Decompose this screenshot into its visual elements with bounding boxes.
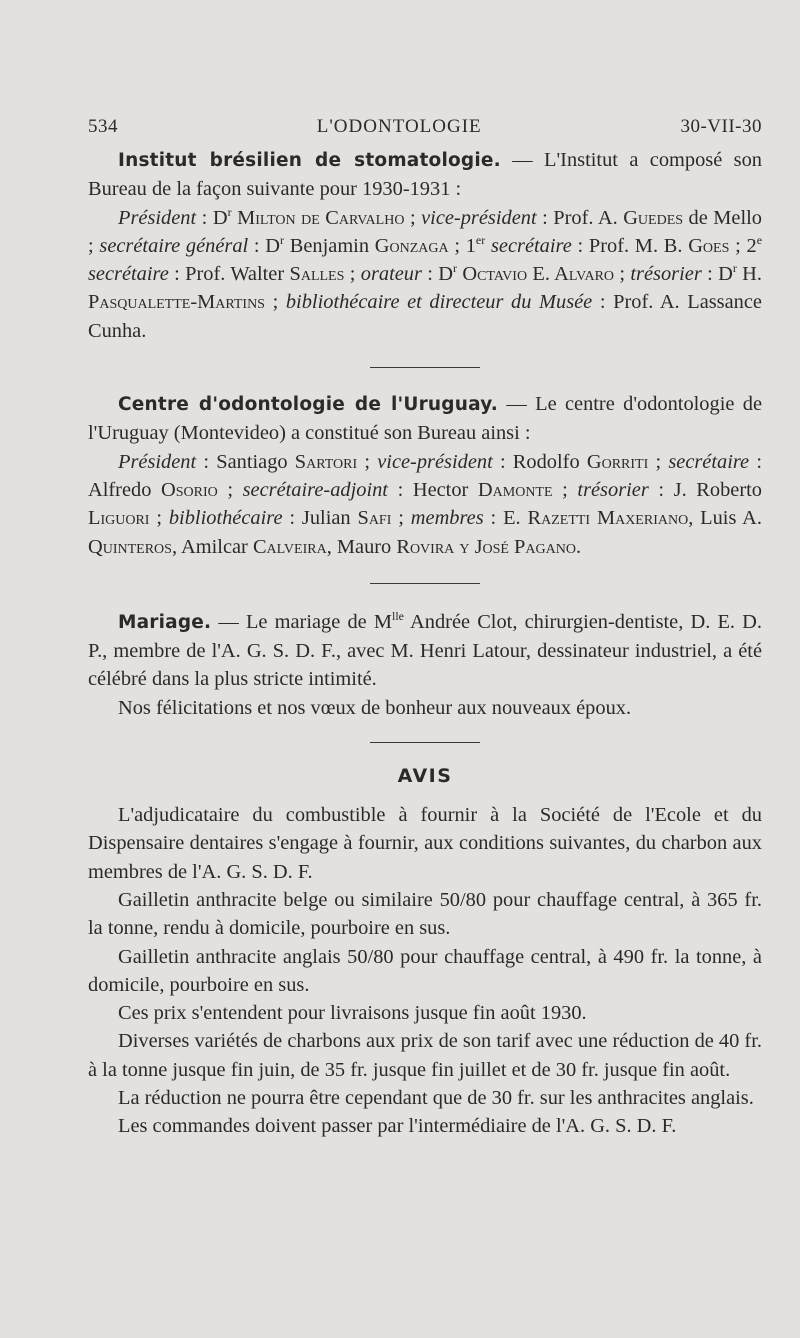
text-run: ; 2: [729, 234, 757, 257]
text-run: : Prof. M. B.: [571, 234, 689, 257]
text-run: secrétaire: [88, 263, 169, 286]
text-run: er: [475, 233, 486, 248]
text-run: trésorier: [577, 478, 649, 501]
text-run: secrétaire: [668, 450, 750, 473]
avis-paragraph-6: La réduction ne pourra être cependant que de 30 fr. sur les anthracites anglais.: [118, 1087, 754, 1110]
text-run: ;: [552, 478, 578, 501]
text-run: ;: [357, 450, 378, 473]
text-run: Damonte: [477, 478, 553, 501]
running-header: [88, 116, 762, 138]
text-run: : Hector: [387, 478, 478, 501]
text-run: r: [453, 261, 458, 276]
section-heading: Mariage.: [118, 611, 212, 633]
text-run: ;: [217, 478, 243, 501]
text-run: Goes: [688, 234, 730, 257]
mariage-paragraph: [88, 608, 762, 694]
text-run: Safi: [357, 507, 392, 530]
text-run: de Mello ;: [88, 206, 763, 257]
text-run: ;: [404, 206, 422, 229]
text-run: Calveira: [252, 535, 327, 558]
text-run: .: [575, 535, 582, 558]
text-run: — Le centre d'odontologie de l'Uruguay (Montevideo) a constitué son Bureau ainsi :: [88, 393, 763, 445]
page-body: [88, 146, 762, 1141]
avis-paragraph-5: Diverses variétés de charbons aux prix de son tarif avec une réduction de 40 fr. à la tonne jusque fin juin, de 35 fr. jusque fin juillet et de 30 fr. jusque fin août.: [88, 1030, 762, 1081]
text-run: : Prof. Walter: [168, 263, 290, 286]
text-run: ;: [344, 263, 361, 286]
text-run: Guedes: [623, 206, 684, 229]
text-run: : E.: [483, 507, 528, 530]
text-run: : D: [701, 263, 733, 286]
text-run: Osorio: [161, 478, 218, 501]
text-run: , Amilcar: [171, 535, 253, 558]
text-run: : D: [421, 263, 454, 286]
text-run: secrétaire: [490, 234, 572, 257]
felicitations-paragraph: Nos félicitations et nos vœux de bonheur aux nouveaux époux.: [118, 696, 632, 719]
text-run: secrétaire-adjoint: [242, 478, 388, 501]
text-run: e: [756, 233, 763, 248]
text-run: : Alfredo: [88, 450, 762, 501]
text-run: Liguori: [88, 507, 150, 530]
avis-paragraph-7: Les commandes doivent passer par l'intermédiaire de l'A. G. S. D. F.: [118, 1115, 677, 1138]
text-run: : Rodolfo: [492, 450, 587, 473]
text-run: vice-président: [377, 450, 493, 473]
text-run: Président: [118, 450, 197, 473]
text-run: bibliothécaire: [168, 507, 283, 530]
avis-paragraph-1: L'adjudicataire du combustible à fournir à la Société de l'Ecole et du Dispensaire dentaires s'engage à fournir, aux conditions suivantes, du charbon aux membres de l'A. G. S. D. F.: [88, 804, 762, 883]
text-run: Quinteros: [88, 535, 172, 558]
section-divider: [370, 367, 480, 368]
avis-paragraph-2: Gailletin anthracite belge ou similaire 50/80 pour chauffage central, à 365 fr. la tonne, rendu à domicile, pourboire en sus.: [88, 888, 762, 940]
text-run: — Le mariage de M: [211, 610, 392, 633]
text-run: Gonzaga: [374, 234, 449, 257]
text-run: ;: [149, 507, 169, 530]
text-run: Gorriti: [586, 450, 649, 473]
text-run: ;: [264, 291, 286, 314]
institut-bureau-paragraph: [88, 204, 762, 345]
text-run: : Julian: [282, 507, 358, 530]
text-run: Octavio E. Alvaro: [457, 263, 615, 286]
text-run: vice-président: [421, 206, 537, 229]
text-run: ;: [648, 450, 669, 473]
text-run: Rovira y José Pagano: [396, 535, 576, 558]
text-run: : J. Roberto: [648, 478, 762, 501]
text-run: , Luis A.: [688, 507, 762, 530]
centre-uruguay-paragraph: [88, 390, 762, 448]
text-run: membres: [410, 507, 484, 530]
page-number: 534: [88, 116, 118, 137]
text-run: : Santiago: [196, 450, 295, 473]
section-divider: [370, 583, 480, 584]
text-run: Salles: [289, 263, 345, 286]
section-divider: [370, 742, 480, 743]
text-run: secrétaire général: [99, 234, 249, 257]
avis-paragraph-4: Ces prix s'entendent pour livraisons jusque fin août 1930.: [118, 1002, 587, 1025]
uruguay-bureau-paragraph: [88, 448, 762, 561]
issue-date: 30-VII-30: [680, 116, 762, 137]
text-run: : D: [248, 234, 281, 257]
text-run: lle: [392, 609, 404, 624]
text-run: orateur: [360, 263, 422, 286]
text-run: , Mauro: [326, 535, 397, 558]
text-run: ; 1: [448, 234, 476, 257]
avis-title: AVIS: [397, 765, 453, 788]
text-run: bibliothécaire et directeur du Musée: [285, 291, 593, 314]
avis-paragraph-3: Gailletin anthracite anglais 50/80 pour chauffage central, à 490 fr. la tonne, à domicile, pourboire en sus.: [88, 945, 762, 996]
text-run: Sartori: [294, 450, 358, 473]
journal-title: L'ODONTOLOGIE: [316, 116, 482, 137]
text-run: Président: [118, 206, 197, 229]
text-run: Razetti Maxeriano: [527, 507, 689, 530]
text-run: : D: [196, 206, 228, 229]
text-run: Benjamin: [284, 234, 375, 257]
text-run: H. Pasqualette-Martins: [88, 263, 763, 314]
text-run: : Prof. A. Lassance Cunha.: [88, 291, 762, 342]
text-run: ;: [614, 263, 631, 286]
text-run: r: [732, 261, 737, 276]
text-run: : Prof. A.: [536, 206, 624, 229]
institut-bresilien-paragraph: [88, 146, 762, 204]
text-run: r: [227, 204, 232, 219]
section-heading: Centre d'odontologie de l'Uruguay.: [118, 394, 499, 416]
text-run: trésorier: [630, 263, 702, 286]
text-run: ;: [391, 507, 411, 530]
section-heading: Institut brésilien de stomatologie.: [118, 150, 501, 171]
text-run: r: [280, 233, 285, 248]
text-run: Milton de Carvalho: [231, 206, 405, 229]
text-run: Andrée Clot, chirurgien-dentiste, D. E. D. P., membre de l'A. G. S. D. F., avec M. Henri Latour, dessinateur industriel, a été célébré dans la plus stricte intimité.: [88, 610, 762, 691]
text-run: — L'Institut a composé son Bureau de la façon suivante pour 1930-1931 :: [88, 149, 762, 201]
